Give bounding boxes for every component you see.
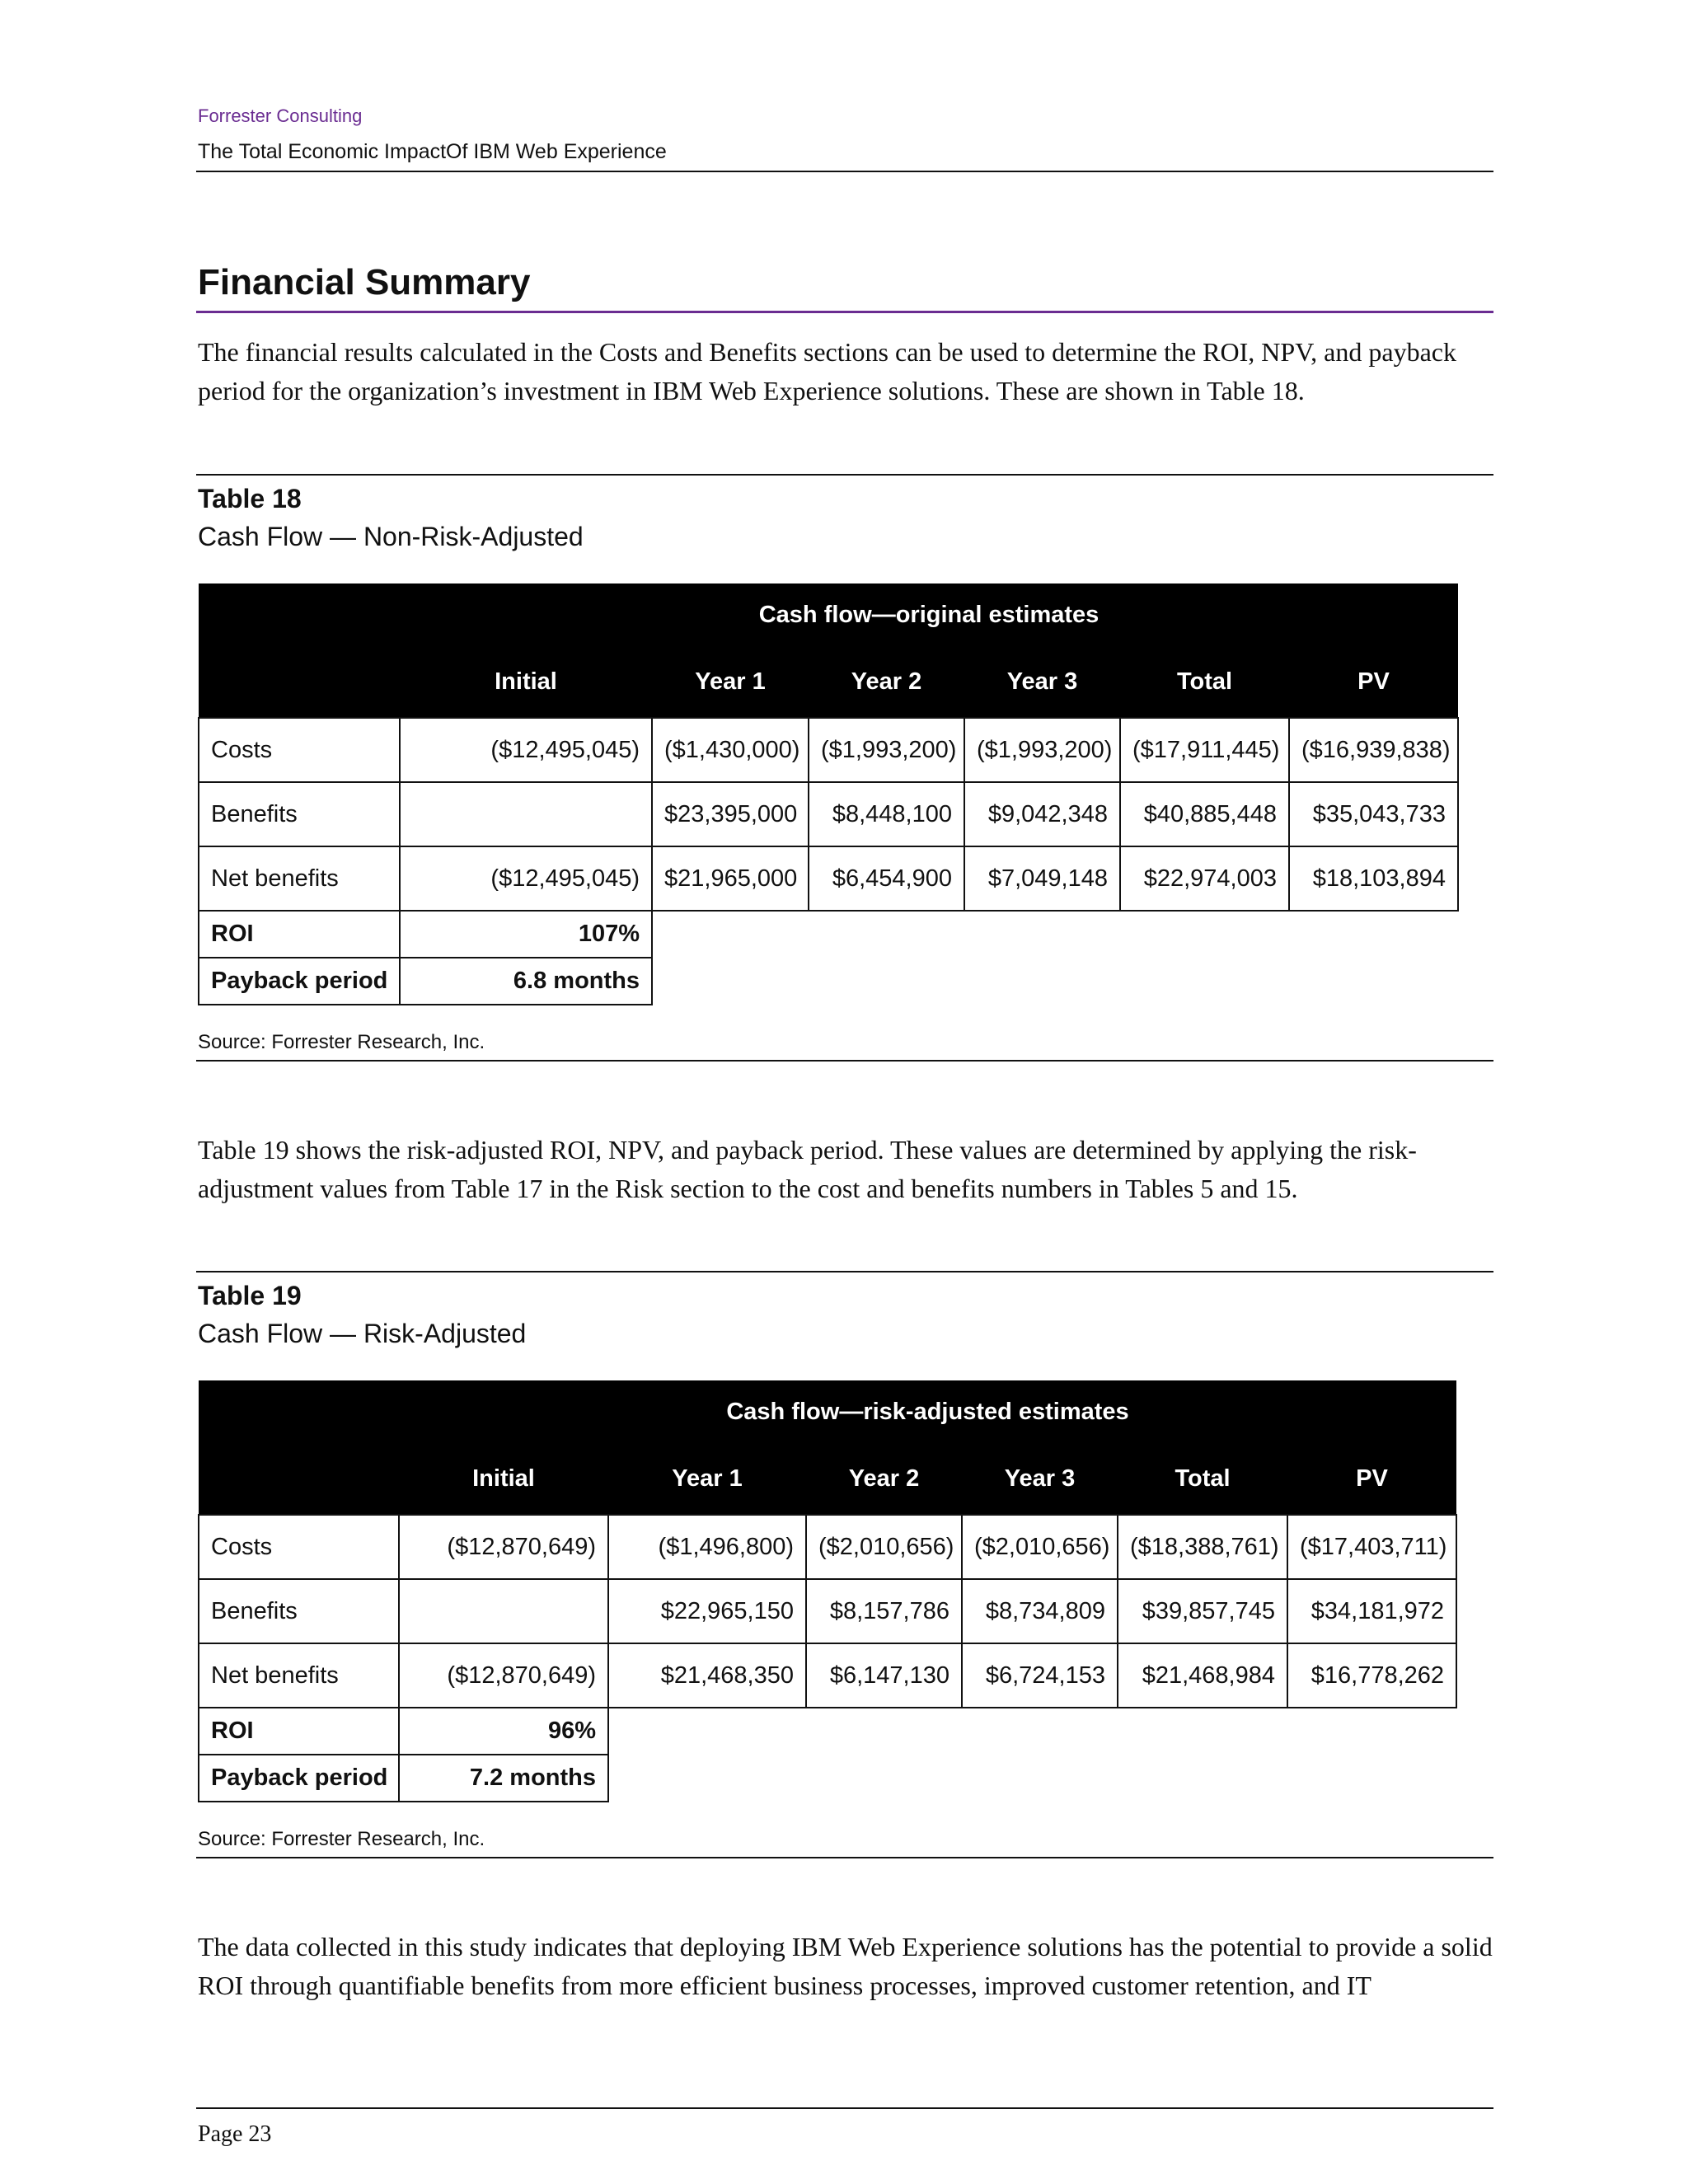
- table-cell: $40,885,448: [1120, 782, 1289, 846]
- table18-col-header: Initial: [400, 646, 652, 718]
- table18-group-header: Cash flow—original estimates: [400, 583, 1458, 646]
- table19-col-header: PV: [1287, 1443, 1456, 1515]
- payback-label: Payback period: [199, 958, 400, 1005]
- table18-col-header: Year 3: [964, 646, 1120, 718]
- table19-source: Source: Forrester Research, Inc.: [198, 1828, 485, 1850]
- table-cell: $8,157,786: [806, 1579, 962, 1643]
- table18-subtitle: Cash Flow — Non-Risk-Adjusted: [198, 522, 584, 551]
- table-cell: ($17,911,445): [1120, 718, 1289, 782]
- table-cell: $18,103,894: [1289, 846, 1458, 911]
- table-cell: $23,395,000: [652, 782, 809, 846]
- table18-corner-lower: [199, 646, 400, 718]
- table18-source: Source: Forrester Research, Inc.: [198, 1031, 485, 1053]
- brand-name: Forrester Consulting: [198, 105, 363, 126]
- intro-paragraph: The financial results calculated in the Costs and Benefits sections can be used to determine the ROI, NPV, and payback period for the organization’s investment in IBM Web Experience solutions. These are shown in Table 18.: [198, 337, 1456, 405]
- document-title: The Total Economic ImpactOf IBM Web Experience: [198, 140, 667, 163]
- table-cell: $21,965,000: [652, 846, 809, 911]
- table19-col-header: Year 3: [962, 1443, 1118, 1515]
- table18-col-header: Total: [1120, 646, 1289, 718]
- table19: [198, 1380, 1457, 1802]
- table19-corner-lower: [199, 1443, 399, 1515]
- roi-label: ROI: [199, 911, 400, 958]
- table-cell: ($1,430,000): [652, 718, 809, 782]
- table-cell: [400, 782, 652, 846]
- table-cell: $35,043,733: [1289, 782, 1458, 846]
- table19-subtitle: Cash Flow — Risk-Adjusted: [198, 1319, 527, 1348]
- table-row: [199, 1579, 1456, 1643]
- table-cell: $39,857,745: [1118, 1579, 1287, 1643]
- table19-col-header: Year 1: [608, 1443, 806, 1515]
- table-cell: $21,468,984: [1118, 1643, 1287, 1708]
- table19-col-header: Year 2: [806, 1443, 962, 1515]
- table-cell: ($16,939,838): [1289, 718, 1458, 782]
- table18-col-header: Year 2: [809, 646, 964, 718]
- row-label: Net benefits: [199, 846, 400, 911]
- table-cell: ($18,388,761): [1118, 1515, 1287, 1579]
- table19-col-header: Total: [1118, 1443, 1287, 1515]
- table18: [198, 583, 1459, 1005]
- row-label: Costs: [199, 718, 400, 782]
- header-rule: [196, 171, 1493, 172]
- table18-col-header: Year 1: [652, 646, 809, 718]
- table-cell: ($12,870,649): [399, 1515, 608, 1579]
- table-row: [199, 1515, 1456, 1579]
- table-cell: $6,724,153: [962, 1643, 1118, 1708]
- payback-value: 6.8 months: [400, 958, 652, 1005]
- table-cell: ($17,403,711): [1287, 1515, 1456, 1579]
- payback-row: [199, 1755, 1456, 1802]
- table-cell: [399, 1579, 608, 1643]
- table-cell: ($12,495,045): [400, 718, 652, 782]
- row-label: Net benefits: [199, 1643, 399, 1708]
- payback-label: Payback period: [199, 1755, 399, 1802]
- table-cell: $8,734,809: [962, 1579, 1118, 1643]
- table-row: [199, 1643, 1456, 1708]
- table-cell: $9,042,348: [964, 782, 1120, 846]
- table19-number: Table 19: [198, 1281, 302, 1310]
- table18-top-rule: [196, 474, 1493, 476]
- table-cell: $22,974,003: [1120, 846, 1289, 911]
- table-cell: ($2,010,656): [962, 1515, 1118, 1579]
- table19-corner: [199, 1380, 399, 1443]
- table-cell: $16,778,262: [1287, 1643, 1456, 1708]
- roi-value: 96%: [399, 1708, 608, 1755]
- payback-row: [199, 958, 1458, 1005]
- table-cell: $22,965,150: [608, 1579, 806, 1643]
- table18-number: Table 18: [198, 484, 302, 513]
- roi-row: [199, 911, 1458, 958]
- payback-value: 7.2 months: [399, 1755, 608, 1802]
- row-label: Benefits: [199, 782, 400, 846]
- table18-col-header: PV: [1289, 646, 1458, 718]
- table-cell: $6,147,130: [806, 1643, 962, 1708]
- table19-group-header: Cash flow—risk-adjusted estimates: [399, 1380, 1456, 1443]
- roi-label: ROI: [199, 1708, 399, 1755]
- roi-row: [199, 1708, 1456, 1755]
- table-cell: $21,468,350: [608, 1643, 806, 1708]
- page-number: Page 23: [198, 2121, 272, 2147]
- table-cell: $7,049,148: [964, 846, 1120, 911]
- table-row: [199, 718, 1458, 782]
- table-row: [199, 782, 1458, 846]
- middle-paragraph: Table 19 shows the risk-adjusted ROI, NPV, and payback period. These values are determined by applying the risk-adjustment values from Table 17 in the Risk section to the cost and benefits numbers in Tables 5 and 15.: [198, 1135, 1417, 1203]
- table19-bottom-rule: [196, 1857, 1493, 1858]
- table19-top-rule: [196, 1271, 1493, 1272]
- table-cell: ($1,993,200): [964, 718, 1120, 782]
- row-label: Costs: [199, 1515, 399, 1579]
- table-cell: $34,181,972: [1287, 1579, 1456, 1643]
- section-rule: [196, 311, 1493, 313]
- table-cell: ($1,993,200): [809, 718, 964, 782]
- table-row: [199, 846, 1458, 911]
- table18-bottom-rule: [196, 1060, 1493, 1062]
- table-cell: ($1,496,800): [608, 1515, 806, 1579]
- row-label: Benefits: [199, 1579, 399, 1643]
- table-cell: ($12,495,045): [400, 846, 652, 911]
- table18-corner: [199, 583, 400, 646]
- table-cell: $8,448,100: [809, 782, 964, 846]
- roi-value: 107%: [400, 911, 652, 958]
- section-title: Financial Summary: [198, 262, 531, 302]
- table-cell: $6,454,900: [809, 846, 964, 911]
- table-cell: ($12,870,649): [399, 1643, 608, 1708]
- table-cell: ($2,010,656): [806, 1515, 962, 1579]
- closing-paragraph: The data collected in this study indicates that deploying IBM Web Experience solutions has the potential to provide a solid ROI through quantifiable benefits from more efficient business processes, improved customer retention, and IT: [198, 1932, 1493, 2000]
- footer-rule: [196, 2107, 1493, 2109]
- table19-col-header: Initial: [399, 1443, 608, 1515]
